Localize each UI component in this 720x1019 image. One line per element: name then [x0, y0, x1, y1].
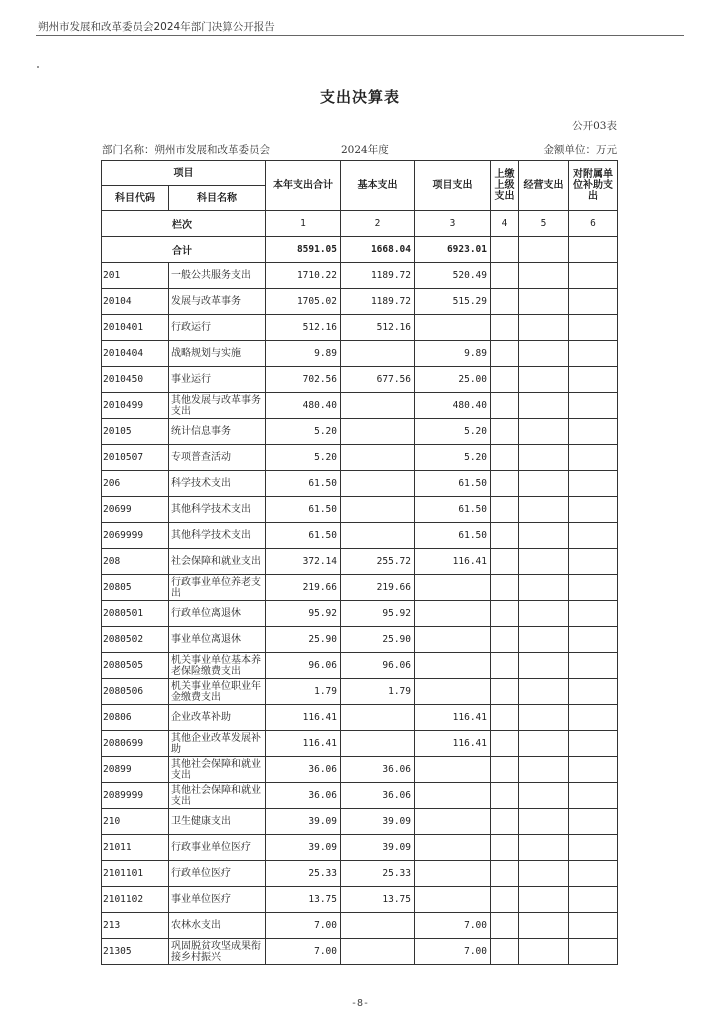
project-amount: 25.00 — [415, 367, 491, 393]
empty-cell — [519, 549, 569, 575]
table-row — [102, 367, 618, 393]
subject-name: 企业改革补助 — [169, 705, 266, 731]
subject-name: 行政事业单位医疗 — [169, 835, 266, 861]
empty-cell — [519, 393, 569, 419]
total-amount: 7.00 — [266, 913, 341, 939]
empty-cell — [519, 419, 569, 445]
empty-cell — [569, 419, 618, 445]
total-basic: 1668.04 — [341, 237, 415, 263]
subject-name: 事业运行 — [169, 367, 266, 393]
basic-amount: 1.79 — [341, 679, 415, 705]
empty-cell — [519, 679, 569, 705]
table-row — [102, 653, 618, 679]
subject-code: 206 — [102, 471, 169, 497]
subject-code: 20699 — [102, 497, 169, 523]
table-row — [102, 887, 618, 913]
total-amount: 25.90 — [266, 627, 341, 653]
total-amount: 702.56 — [266, 367, 341, 393]
project-amount — [415, 679, 491, 705]
total-amount: 1.79 — [266, 679, 341, 705]
subject-code: 2010499 — [102, 393, 169, 419]
empty-cell — [569, 679, 618, 705]
total-amount: 219.66 — [266, 575, 341, 601]
index-label: 栏次 — [102, 211, 266, 237]
total-amount: 512.16 — [266, 315, 341, 341]
empty-cell — [569, 445, 618, 471]
page-title: 支出决算表 — [319, 88, 400, 106]
project-amount: 5.20 — [415, 445, 491, 471]
basic-amount: 512.16 — [341, 315, 415, 341]
subject-name: 行政单位离退休 — [169, 601, 266, 627]
subject-code: 20805 — [102, 575, 169, 601]
total-amount: 116.41 — [266, 731, 341, 757]
index-cell: 6 — [569, 211, 618, 237]
basic-amount — [341, 705, 415, 731]
basic-amount: 95.92 — [341, 601, 415, 627]
subject-name: 巩固脱贫攻坚成果衔接乡村振兴 — [169, 939, 266, 965]
total-amount: 372.14 — [266, 549, 341, 575]
subject-code: 2080699 — [102, 731, 169, 757]
subject-name: 其他科学技术支出 — [169, 523, 266, 549]
subject-name: 行政单位医疗 — [169, 861, 266, 887]
header-code: 科目代码 — [102, 186, 169, 211]
subject-name: 机关事业单位职业年金缴费支出 — [169, 679, 266, 705]
basic-amount: 677.56 — [341, 367, 415, 393]
empty-cell — [519, 835, 569, 861]
total-amount: 5.20 — [266, 419, 341, 445]
project-amount: 480.40 — [415, 393, 491, 419]
subject-name: 其他社会保障和就业支出 — [169, 783, 266, 809]
empty-cell — [491, 549, 519, 575]
table-row — [102, 523, 618, 549]
empty-cell — [569, 913, 618, 939]
subject-name: 其他社会保障和就业支出 — [169, 757, 266, 783]
subject-name: 事业单位离退休 — [169, 627, 266, 653]
empty-cell — [519, 627, 569, 653]
subject-code: 213 — [102, 913, 169, 939]
total-amount: 9.89 — [266, 341, 341, 367]
subject-code: 2080501 — [102, 601, 169, 627]
basic-amount: 255.72 — [341, 549, 415, 575]
empty-cell — [569, 523, 618, 549]
empty-cell — [519, 497, 569, 523]
total-amount: 8591.05 — [266, 237, 341, 263]
empty-cell — [519, 367, 569, 393]
subject-code: 2010401 — [102, 315, 169, 341]
empty-cell — [491, 627, 519, 653]
empty-cell — [569, 731, 618, 757]
subject-code: 2010450 — [102, 367, 169, 393]
empty-cell — [519, 887, 569, 913]
empty-cell — [569, 549, 618, 575]
table-row — [102, 913, 618, 939]
empty-cell — [519, 731, 569, 757]
empty-cell — [519, 809, 569, 835]
total-amount: 5.20 — [266, 445, 341, 471]
header-item: 项目 — [102, 161, 266, 186]
subject-name: 其他科学技术支出 — [169, 497, 266, 523]
empty-cell — [491, 705, 519, 731]
index-cell: 1 — [266, 211, 341, 237]
header-project: 项目支出 — [415, 161, 491, 211]
basic-amount — [341, 913, 415, 939]
table-row — [102, 757, 618, 783]
total-project: 6923.01 — [415, 237, 491, 263]
empty-cell — [491, 523, 519, 549]
subject-code: 20104 — [102, 289, 169, 315]
empty-cell — [491, 835, 519, 861]
amount-unit: 金额单位：万元 — [543, 144, 617, 156]
empty-cell — [491, 783, 519, 809]
subject-code: 2080502 — [102, 627, 169, 653]
header-remit: 上缴上级支出 — [491, 161, 519, 211]
empty-cell — [491, 887, 519, 913]
basic-amount: 36.06 — [341, 757, 415, 783]
stray-dot — [37, 66, 39, 68]
basic-amount: 1189.72 — [341, 289, 415, 315]
subject-name: 社会保障和就业支出 — [169, 549, 266, 575]
running-header: 朔州市发展和改革委员会2024年部门决算公开报告 — [38, 21, 275, 33]
subject-name: 事业单位医疗 — [169, 887, 266, 913]
table-row — [102, 471, 618, 497]
table-row — [102, 289, 618, 315]
empty-cell — [569, 835, 618, 861]
subject-code: 2080505 — [102, 653, 169, 679]
table-row — [102, 419, 618, 445]
table-row — [102, 627, 618, 653]
header-business: 经营支出 — [519, 161, 569, 211]
empty-cell — [519, 471, 569, 497]
header-basic: 基本支出 — [341, 161, 415, 211]
expenditure-table — [101, 160, 618, 965]
header-name: 科目名称 — [169, 186, 266, 211]
total-amount: 1710.22 — [266, 263, 341, 289]
total-amount: 61.50 — [266, 471, 341, 497]
empty-cell — [569, 939, 618, 965]
subject-name: 发展与改革事务 — [169, 289, 266, 315]
subject-code: 2089999 — [102, 783, 169, 809]
basic-amount: 25.90 — [341, 627, 415, 653]
index-row — [102, 211, 618, 237]
total-row — [102, 237, 618, 263]
empty-cell — [569, 367, 618, 393]
empty-cell — [491, 471, 519, 497]
subject-name: 行政事业单位养老支出 — [169, 575, 266, 601]
subject-name: 行政运行 — [169, 315, 266, 341]
project-amount: 9.89 — [415, 341, 491, 367]
basic-amount: 1189.72 — [341, 263, 415, 289]
empty-cell — [491, 289, 519, 315]
empty-cell — [491, 809, 519, 835]
project-amount: 5.20 — [415, 419, 491, 445]
subject-code: 20105 — [102, 419, 169, 445]
empty-cell — [491, 341, 519, 367]
table-row — [102, 705, 618, 731]
empty-cell — [569, 601, 618, 627]
basic-amount: 13.75 — [341, 887, 415, 913]
table-row — [102, 939, 618, 965]
basic-amount — [341, 497, 415, 523]
index-cell: 5 — [519, 211, 569, 237]
table-row — [102, 835, 618, 861]
subject-name: 其他企业改革发展补助 — [169, 731, 266, 757]
empty-cell — [519, 653, 569, 679]
subject-code: 2101102 — [102, 887, 169, 913]
empty-cell — [491, 445, 519, 471]
table-row — [102, 679, 618, 705]
empty-cell — [519, 575, 569, 601]
total-amount: 7.00 — [266, 939, 341, 965]
index-cell: 3 — [415, 211, 491, 237]
subject-name: 卫生健康支出 — [169, 809, 266, 835]
empty-cell — [491, 757, 519, 783]
table-row — [102, 731, 618, 757]
empty-cell — [519, 445, 569, 471]
subject-name: 统计信息事务 — [169, 419, 266, 445]
header-total: 本年支出合计 — [266, 161, 341, 211]
project-amount — [415, 809, 491, 835]
basic-amount — [341, 419, 415, 445]
subject-name: 农林水支出 — [169, 913, 266, 939]
subject-name: 其他发展与改革事务支出 — [169, 393, 266, 419]
empty-cell — [569, 289, 618, 315]
project-amount: 520.49 — [415, 263, 491, 289]
fiscal-year: 2024年度 — [341, 144, 389, 156]
basic-amount: 96.06 — [341, 653, 415, 679]
total-amount: 39.09 — [266, 835, 341, 861]
table-row — [102, 549, 618, 575]
total-label: 合计 — [102, 237, 266, 263]
subject-code: 2010507 — [102, 445, 169, 471]
empty-cell — [519, 861, 569, 887]
empty-cell — [491, 861, 519, 887]
basic-amount — [341, 939, 415, 965]
total-amount: 61.50 — [266, 523, 341, 549]
project-amount — [415, 653, 491, 679]
table-row — [102, 497, 618, 523]
empty-cell — [491, 575, 519, 601]
empty-cell — [491, 939, 519, 965]
empty-cell — [491, 367, 519, 393]
basic-amount: 39.09 — [341, 809, 415, 835]
project-amount: 116.41 — [415, 731, 491, 757]
subject-code: 20806 — [102, 705, 169, 731]
subject-code: 2080506 — [102, 679, 169, 705]
total-amount: 61.50 — [266, 497, 341, 523]
total-amount: 39.09 — [266, 809, 341, 835]
empty-cell — [569, 861, 618, 887]
project-amount: 61.50 — [415, 523, 491, 549]
empty-cell — [569, 757, 618, 783]
empty-cell — [569, 341, 618, 367]
empty-cell — [569, 263, 618, 289]
empty-cell — [519, 939, 569, 965]
table-row — [102, 263, 618, 289]
empty-cell — [491, 263, 519, 289]
empty-cell — [569, 705, 618, 731]
total-amount: 36.06 — [266, 783, 341, 809]
empty-cell — [519, 237, 569, 263]
header-divider — [36, 35, 684, 36]
project-amount — [415, 627, 491, 653]
project-amount — [415, 315, 491, 341]
empty-cell — [519, 315, 569, 341]
table-row — [102, 315, 618, 341]
basic-amount — [341, 523, 415, 549]
empty-cell — [491, 393, 519, 419]
empty-cell — [491, 601, 519, 627]
total-amount: 95.92 — [266, 601, 341, 627]
empty-cell — [491, 679, 519, 705]
table-code: 公开03表 — [572, 120, 617, 132]
project-amount: 116.41 — [415, 705, 491, 731]
subject-name: 一般公共服务支出 — [169, 263, 266, 289]
header-subsidy: 对附属单位补助支出 — [569, 161, 618, 211]
subject-name: 科学技术支出 — [169, 471, 266, 497]
total-amount: 96.06 — [266, 653, 341, 679]
empty-cell — [569, 653, 618, 679]
empty-cell — [491, 419, 519, 445]
project-amount: 7.00 — [415, 939, 491, 965]
empty-cell — [569, 575, 618, 601]
subject-code: 20899 — [102, 757, 169, 783]
subject-code: 2010404 — [102, 341, 169, 367]
total-amount: 36.06 — [266, 757, 341, 783]
index-cell: 2 — [341, 211, 415, 237]
subject-code: 2101101 — [102, 861, 169, 887]
table-row — [102, 445, 618, 471]
total-amount: 13.75 — [266, 887, 341, 913]
basic-amount: 36.06 — [341, 783, 415, 809]
project-amount — [415, 887, 491, 913]
subject-code: 2069999 — [102, 523, 169, 549]
project-amount — [415, 601, 491, 627]
project-amount — [415, 835, 491, 861]
subject-name: 专项普查活动 — [169, 445, 266, 471]
empty-cell — [519, 289, 569, 315]
empty-cell — [491, 315, 519, 341]
basic-amount — [341, 445, 415, 471]
project-amount — [415, 783, 491, 809]
table-row — [102, 601, 618, 627]
basic-amount — [341, 471, 415, 497]
empty-cell — [569, 887, 618, 913]
table-row — [102, 809, 618, 835]
empty-cell — [519, 341, 569, 367]
table-meta — [102, 142, 617, 156]
empty-cell — [569, 497, 618, 523]
empty-cell — [569, 393, 618, 419]
project-amount — [415, 757, 491, 783]
empty-cell — [519, 913, 569, 939]
empty-cell — [519, 601, 569, 627]
empty-cell — [569, 237, 618, 263]
empty-cell — [491, 913, 519, 939]
empty-cell — [491, 731, 519, 757]
table-row — [102, 783, 618, 809]
empty-cell — [519, 783, 569, 809]
empty-cell — [491, 237, 519, 263]
basic-amount: 25.33 — [341, 861, 415, 887]
subject-code: 201 — [102, 263, 169, 289]
project-amount — [415, 575, 491, 601]
table-row — [102, 393, 618, 419]
empty-cell — [519, 263, 569, 289]
total-amount: 1705.02 — [266, 289, 341, 315]
header-row-1 — [102, 161, 618, 186]
subject-code: 210 — [102, 809, 169, 835]
empty-cell — [491, 653, 519, 679]
total-amount: 480.40 — [266, 393, 341, 419]
total-amount: 116.41 — [266, 705, 341, 731]
project-amount: 515.29 — [415, 289, 491, 315]
basic-amount: 39.09 — [341, 835, 415, 861]
subject-name: 战略规划与实施 — [169, 341, 266, 367]
project-amount: 116.41 — [415, 549, 491, 575]
empty-cell — [491, 497, 519, 523]
empty-cell — [519, 523, 569, 549]
project-amount: 7.00 — [415, 913, 491, 939]
empty-cell — [569, 809, 618, 835]
project-amount: 61.50 — [415, 497, 491, 523]
basic-amount: 219.66 — [341, 575, 415, 601]
subject-code: 208 — [102, 549, 169, 575]
basic-amount — [341, 393, 415, 419]
basic-amount — [341, 731, 415, 757]
index-cell: 4 — [491, 211, 519, 237]
empty-cell — [569, 315, 618, 341]
table-row — [102, 575, 618, 601]
subject-name: 机关事业单位基本养老保险缴费支出 — [169, 653, 266, 679]
page-number: -8- — [350, 998, 370, 1009]
empty-cell — [519, 757, 569, 783]
project-amount — [415, 861, 491, 887]
department-label: 部门名称：朔州市发展和改革委员会 — [102, 144, 270, 156]
empty-cell — [569, 783, 618, 809]
subject-code: 21305 — [102, 939, 169, 965]
empty-cell — [569, 627, 618, 653]
basic-amount — [341, 341, 415, 367]
total-amount: 25.33 — [266, 861, 341, 887]
table-row — [102, 341, 618, 367]
empty-cell — [569, 471, 618, 497]
empty-cell — [519, 705, 569, 731]
table-row — [102, 861, 618, 887]
subject-code: 21011 — [102, 835, 169, 861]
project-amount: 61.50 — [415, 471, 491, 497]
